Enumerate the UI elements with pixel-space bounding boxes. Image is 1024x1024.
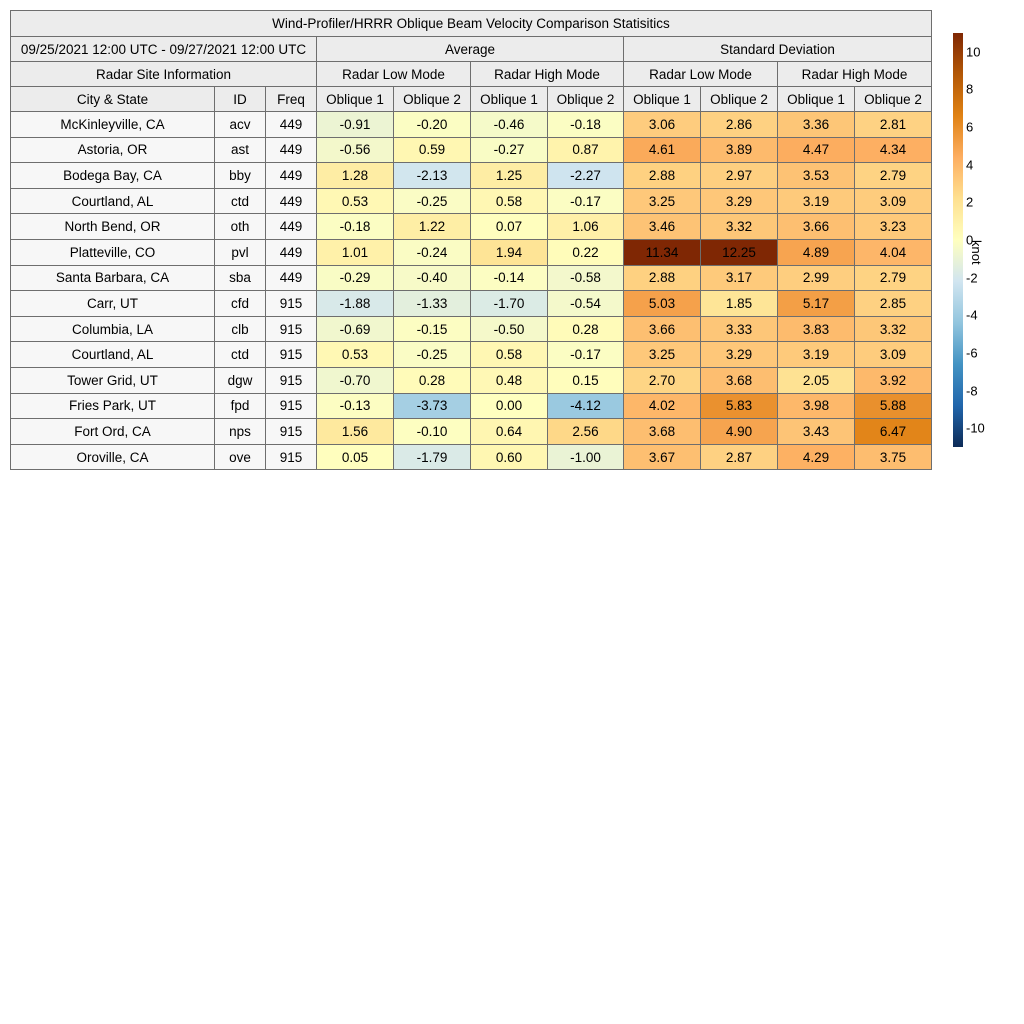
value-cell: 2.56	[548, 419, 624, 445]
table-row	[11, 137, 932, 163]
value-cell: 0.48	[471, 367, 548, 393]
value-cell: 4.47	[778, 137, 855, 163]
colorbar-tick: -4	[966, 307, 978, 323]
value-cell: 2.87	[701, 444, 778, 470]
avg-high-oblique1-header: Oblique 1	[471, 87, 548, 112]
site-info-header: Radar Site Information	[11, 62, 317, 87]
table-row	[11, 444, 932, 470]
colorbar-unit-label: knot	[969, 240, 984, 265]
value-cell: 2.99	[778, 265, 855, 291]
value-cell: -0.20	[394, 112, 471, 138]
value-cell: -0.17	[548, 188, 624, 214]
value-cell: 5.83	[701, 393, 778, 419]
value-cell: 3.98	[778, 393, 855, 419]
value-cell: 0.22	[548, 239, 624, 265]
site-city-cell: McKinleyville, CA	[11, 112, 215, 138]
avg-high-oblique2-header: Oblique 2	[548, 87, 624, 112]
table-row	[11, 367, 932, 393]
site-freq-cell: 915	[266, 367, 317, 393]
colorbar-tick: 6	[966, 119, 974, 135]
site-freq-cell: 915	[266, 291, 317, 317]
value-cell: 3.89	[701, 137, 778, 163]
value-cell: 3.09	[855, 342, 932, 368]
value-cell: 2.85	[855, 291, 932, 317]
site-id-cell: clb	[215, 316, 266, 342]
site-id-cell: bby	[215, 163, 266, 189]
value-cell: 3.17	[701, 265, 778, 291]
value-cell: -0.27	[471, 137, 548, 163]
std-low-mode-header: Radar Low Mode	[624, 62, 778, 87]
value-cell: 0.87	[548, 137, 624, 163]
table-row	[11, 188, 932, 214]
value-cell: 0.60	[471, 444, 548, 470]
value-cell: 0.59	[394, 137, 471, 163]
avg-high-mode-header: Radar High Mode	[471, 62, 624, 87]
table-row	[11, 419, 932, 445]
value-cell: -4.12	[548, 393, 624, 419]
value-cell: -0.24	[394, 239, 471, 265]
value-cell: 0.58	[471, 188, 548, 214]
site-freq-cell: 915	[266, 419, 317, 445]
site-id-cell: acv	[215, 112, 266, 138]
value-cell: 2.88	[624, 163, 701, 189]
value-cell: 11.34	[624, 239, 701, 265]
value-cell: 5.88	[855, 393, 932, 419]
value-cell: 3.06	[624, 112, 701, 138]
date-range: 09/25/2021 12:00 UTC - 09/27/2021 12:00 UTC	[11, 37, 317, 62]
value-cell: 2.70	[624, 367, 701, 393]
value-cell: 3.66	[624, 316, 701, 342]
value-cell: 3.23	[855, 214, 932, 240]
value-cell: 1.01	[317, 239, 394, 265]
value-cell: 1.22	[394, 214, 471, 240]
site-freq-cell: 449	[266, 163, 317, 189]
average-header: Average	[317, 37, 624, 62]
site-city-cell: Courtland, AL	[11, 342, 215, 368]
avg-low-oblique2-header: Oblique 2	[394, 87, 471, 112]
table-row	[11, 316, 932, 342]
value-cell: 2.88	[624, 265, 701, 291]
value-cell: 1.28	[317, 163, 394, 189]
value-cell: 0.64	[471, 419, 548, 445]
site-freq-cell: 449	[266, 265, 317, 291]
site-freq-cell: 915	[266, 342, 317, 368]
value-cell: 3.19	[778, 188, 855, 214]
site-city-cell: Fries Park, UT	[11, 393, 215, 419]
site-freq-cell: 915	[266, 316, 317, 342]
value-cell: 1.94	[471, 239, 548, 265]
colorbar-tick: 4	[966, 157, 974, 173]
site-id-cell: ctd	[215, 188, 266, 214]
value-cell: 3.83	[778, 316, 855, 342]
site-city-cell: Fort Ord, CA	[11, 419, 215, 445]
value-cell: -0.50	[471, 316, 548, 342]
value-cell: -0.56	[317, 137, 394, 163]
avg-low-mode-header: Radar Low Mode	[317, 62, 471, 87]
value-cell: 3.29	[701, 188, 778, 214]
value-cell: 0.15	[548, 367, 624, 393]
value-cell: 3.53	[778, 163, 855, 189]
stats-table	[10, 10, 932, 470]
table-row	[11, 214, 932, 240]
value-cell: 0.53	[317, 188, 394, 214]
colorbar-tick: -10	[966, 420, 985, 436]
value-cell: 2.97	[701, 163, 778, 189]
site-city-cell: Santa Barbara, CA	[11, 265, 215, 291]
value-cell: 3.32	[701, 214, 778, 240]
site-id-cell: sba	[215, 265, 266, 291]
site-id-cell: fpd	[215, 393, 266, 419]
value-cell: 3.43	[778, 419, 855, 445]
colorbar-tick: -8	[966, 383, 978, 399]
value-cell: 2.86	[701, 112, 778, 138]
value-cell: -0.29	[317, 265, 394, 291]
value-cell: 3.68	[701, 367, 778, 393]
site-city-cell: Courtland, AL	[11, 188, 215, 214]
stats-table-container	[10, 10, 932, 470]
value-cell: -1.88	[317, 291, 394, 317]
value-cell: 2.81	[855, 112, 932, 138]
std-dev-header: Standard Deviation	[624, 37, 932, 62]
value-cell: 3.25	[624, 188, 701, 214]
table-row	[11, 239, 932, 265]
value-cell: 3.66	[778, 214, 855, 240]
value-cell: -1.79	[394, 444, 471, 470]
avg-low-oblique1-header: Oblique 1	[317, 87, 394, 112]
value-cell: 4.04	[855, 239, 932, 265]
value-cell: 4.02	[624, 393, 701, 419]
value-cell: 0.00	[471, 393, 548, 419]
colorbar-tick: 0	[966, 232, 974, 248]
site-id-cell: ove	[215, 444, 266, 470]
value-cell: 4.34	[855, 137, 932, 163]
value-cell: 3.68	[624, 419, 701, 445]
value-cell: 1.06	[548, 214, 624, 240]
value-cell: 0.53	[317, 342, 394, 368]
value-cell: -1.00	[548, 444, 624, 470]
std-low-oblique2-header: Oblique 2	[701, 87, 778, 112]
site-city-cell: Columbia, LA	[11, 316, 215, 342]
std-high-oblique1-header: Oblique 1	[778, 87, 855, 112]
table-row	[11, 112, 932, 138]
value-cell: 3.09	[855, 188, 932, 214]
value-cell: -0.17	[548, 342, 624, 368]
value-cell: -0.13	[317, 393, 394, 419]
value-cell: 2.79	[855, 163, 932, 189]
site-freq-cell: 915	[266, 444, 317, 470]
site-city-cell: Tower Grid, UT	[11, 367, 215, 393]
value-cell: -3.73	[394, 393, 471, 419]
std-low-oblique1-header: Oblique 1	[624, 87, 701, 112]
colorbar-tick: 10	[966, 44, 981, 60]
value-cell: -0.15	[394, 316, 471, 342]
site-freq-cell: 449	[266, 112, 317, 138]
value-cell: 0.05	[317, 444, 394, 470]
site-id-cell: ast	[215, 137, 266, 163]
site-city-cell: Platteville, CO	[11, 239, 215, 265]
value-cell: 3.29	[701, 342, 778, 368]
value-cell: 3.92	[855, 367, 932, 393]
colorbar-tick: 8	[966, 81, 974, 97]
value-cell: -0.25	[394, 188, 471, 214]
value-cell: -0.69	[317, 316, 394, 342]
value-cell: 6.47	[855, 419, 932, 445]
table-row	[11, 393, 932, 419]
value-cell: -0.91	[317, 112, 394, 138]
value-cell: 1.56	[317, 419, 394, 445]
colorbar	[953, 33, 963, 447]
site-freq-cell: 449	[266, 214, 317, 240]
colorbar-tick: 2	[966, 194, 974, 210]
value-cell: 3.67	[624, 444, 701, 470]
value-cell: -0.10	[394, 419, 471, 445]
site-freq-cell: 449	[266, 188, 317, 214]
table-row	[11, 291, 932, 317]
value-cell: -0.46	[471, 112, 548, 138]
value-cell: 0.07	[471, 214, 548, 240]
value-cell: 12.25	[701, 239, 778, 265]
value-cell: 4.90	[701, 419, 778, 445]
value-cell: -0.54	[548, 291, 624, 317]
value-cell: 3.36	[778, 112, 855, 138]
colorbar-tick: -2	[966, 270, 978, 286]
site-city-cell: Astoria, OR	[11, 137, 215, 163]
site-id-cell: ctd	[215, 342, 266, 368]
value-cell: 3.75	[855, 444, 932, 470]
site-id-cell: nps	[215, 419, 266, 445]
value-cell: -0.70	[317, 367, 394, 393]
table-row	[11, 342, 932, 368]
value-cell: -1.33	[394, 291, 471, 317]
value-cell: 3.46	[624, 214, 701, 240]
value-cell: 2.05	[778, 367, 855, 393]
value-cell: 3.33	[701, 316, 778, 342]
value-cell: 1.25	[471, 163, 548, 189]
value-cell: -0.25	[394, 342, 471, 368]
std-high-mode-header: Radar High Mode	[778, 62, 932, 87]
value-cell: -0.58	[548, 265, 624, 291]
site-freq-cell: 915	[266, 393, 317, 419]
table-row	[11, 265, 932, 291]
value-cell: -1.70	[471, 291, 548, 317]
value-cell: 4.89	[778, 239, 855, 265]
value-cell: 3.19	[778, 342, 855, 368]
id-column-header: ID	[215, 87, 266, 112]
value-cell: 0.28	[394, 367, 471, 393]
std-high-oblique2-header: Oblique 2	[855, 87, 932, 112]
freq-column-header: Freq	[266, 87, 317, 112]
value-cell: -0.18	[317, 214, 394, 240]
value-cell: 5.03	[624, 291, 701, 317]
value-cell: 1.85	[701, 291, 778, 317]
value-cell: -0.40	[394, 265, 471, 291]
site-city-cell: Oroville, CA	[11, 444, 215, 470]
colorbar-tick: -6	[966, 345, 978, 361]
site-city-cell: Carr, UT	[11, 291, 215, 317]
value-cell: 3.32	[855, 316, 932, 342]
site-city-cell: North Bend, OR	[11, 214, 215, 240]
value-cell: -0.18	[548, 112, 624, 138]
site-city-cell: Bodega Bay, CA	[11, 163, 215, 189]
value-cell: -2.13	[394, 163, 471, 189]
value-cell: 3.25	[624, 342, 701, 368]
site-id-cell: pvl	[215, 239, 266, 265]
value-cell: 0.28	[548, 316, 624, 342]
site-id-cell: oth	[215, 214, 266, 240]
value-cell: -2.27	[548, 163, 624, 189]
value-cell: -0.14	[471, 265, 548, 291]
value-cell: 4.61	[624, 137, 701, 163]
site-id-cell: cfd	[215, 291, 266, 317]
site-id-cell: dgw	[215, 367, 266, 393]
value-cell: 0.58	[471, 342, 548, 368]
value-cell: 5.17	[778, 291, 855, 317]
site-freq-cell: 449	[266, 137, 317, 163]
site-freq-cell: 449	[266, 239, 317, 265]
table-row	[11, 163, 932, 189]
value-cell: 2.79	[855, 265, 932, 291]
table-title: Wind-Profiler/HRRR Oblique Beam Velocity Comparison Statisitics	[11, 11, 932, 37]
value-cell: 4.29	[778, 444, 855, 470]
city-column-header: City & State	[11, 87, 215, 112]
